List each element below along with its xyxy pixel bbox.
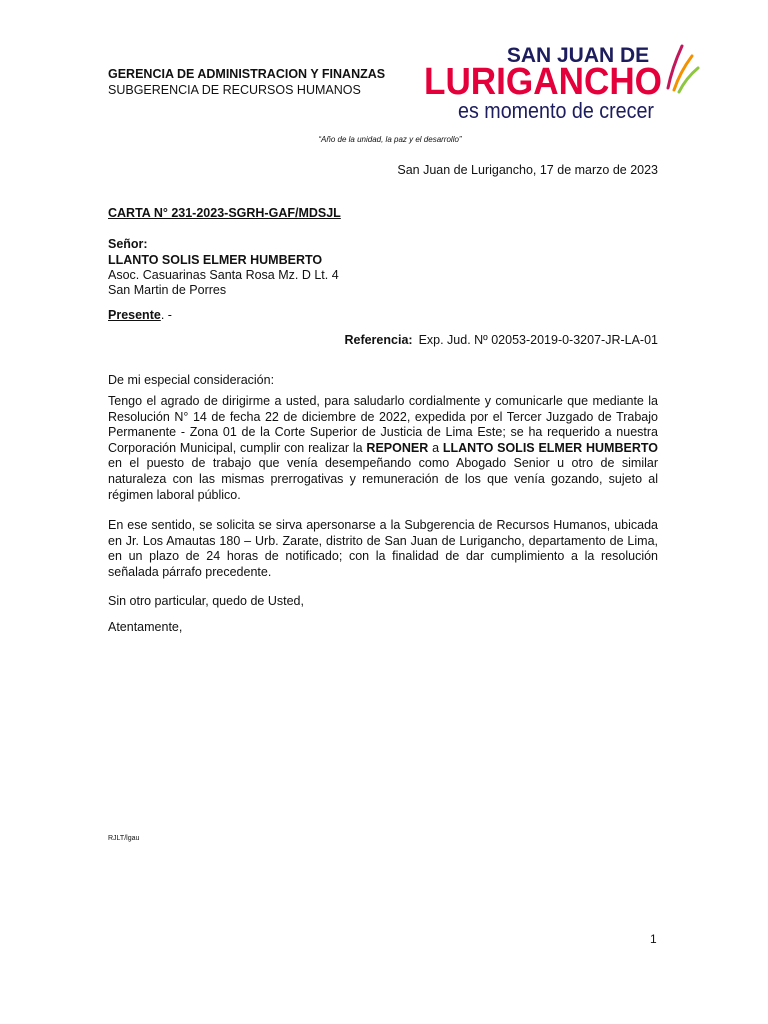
subdepartment-title: SUBGERENCIA DE RECURSOS HUMANOS — [108, 83, 361, 97]
presente-word: Presente — [108, 308, 161, 322]
recipient-address-line1: Asoc. Casuarinas Santa Rosa Mz. D Lt. 4 — [108, 268, 339, 282]
logo-line1: SAN JUAN DE — [506, 44, 650, 67]
recipient-name: LLANTO SOLIS ELMER HUMBERTO — [108, 253, 323, 267]
salutation: Señor: — [108, 237, 148, 251]
body-paragraph-1 — [108, 394, 658, 503]
logo-line2: LURIGANCHO — [424, 61, 662, 103]
body-paragraph-2: En ese sentido, se solicita se sirva apersonarse a la Subgerencia de Recursos Humanos, ubicada en Jr. Los Amautas 180 – Urb. Zarate, distrito de San Juan de Lurigancho, departamento de Lima, en un plazo de 24 horas de notificado; con la finalidad de dar cumplimiento a la resolución señalada párrafo precedente. — [108, 518, 658, 579]
paragraph1-text-b: a — [428, 440, 443, 455]
closing-phrase: Sin otro particular, quedo de Usted, — [108, 594, 304, 608]
municipality-logo — [420, 38, 700, 123]
sign-off: Atentamente, — [108, 620, 183, 634]
department-title: GERENCIA DE ADMINISTRACION Y FINANZAS — [108, 67, 386, 81]
paragraph1-bold-name: LLANTO SOLIS ELMER HUMBERTO — [442, 440, 658, 455]
page-number: 1 — [650, 932, 657, 946]
paragraph1-bold-reponer: REPONER — [366, 440, 429, 455]
recipient-address-line2: San Martin de Porres — [108, 283, 227, 297]
paragraph1-text-c: en el puesto de trabajo que venía desempeñando como Abogado Senior u otro de similar naturaleza con las mismas prerrogativas y remuneración de los que venía gozando, sujeto al régimen laboral público. — [108, 456, 658, 502]
logo-tagline: es momento de crecer — [458, 98, 654, 123]
greeting: De mi especial consideración: — [108, 373, 275, 387]
year-motto: “Año de la unidad, la paz y el desarrollo” — [318, 135, 462, 144]
reference-value: Exp. Jud. Nº 02053-2019-0-3207-JR-LA-01 — [418, 333, 658, 347]
reference-line — [344, 333, 658, 347]
presente-line — [108, 308, 172, 322]
letter-number: CARTA N° 231-2023-SGRH-GAF/MDSJL — [108, 206, 341, 220]
presente-suffix: . - — [160, 308, 172, 322]
reference-label: Referencia: — [344, 333, 413, 347]
paragraph1-text-a: Tengo el agrado de dirigirme a usted, para saludarlo cordialmente y comunicarle que mediante la Resolución N° 14 de fecha 22 de diciembre de 2022, expedida por el Tercer Juzgado de Trabajo Permanente - Zona 01 de la Corte Superior de Justicia de Lima Este; se ha requerido a nuestra Corporación Municipal, cumplir con realizar la — [108, 394, 658, 455]
place-date: San Juan de Lurigancho, 17 de marzo de 2023 — [397, 163, 658, 177]
reference-initials: RJLT/lgau — [108, 835, 140, 842]
logo-brushstroke-icon — [668, 46, 698, 92]
